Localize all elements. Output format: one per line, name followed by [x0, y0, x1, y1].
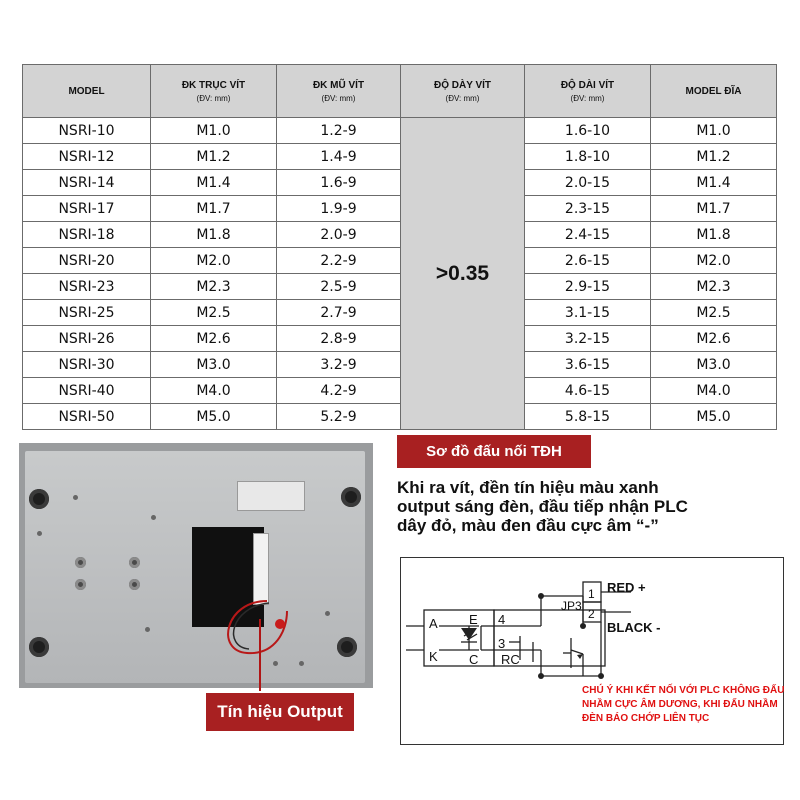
product-photo	[19, 443, 373, 688]
note-line: ĐÈN BÁO CHỚP LIÊN TỤC	[582, 713, 710, 724]
cell-shaft: M1.2	[151, 144, 277, 170]
wiring-description	[397, 478, 787, 535]
pin-1-label: 1	[588, 587, 595, 601]
cell-model: NSRI-30	[23, 352, 151, 378]
note-line: CHÚ Ý KHI KẾT NỐI VỚI PLC KHÔNG ĐẤU	[582, 685, 785, 696]
cell-head: 3.2-9	[277, 352, 401, 378]
cell-head: 2.0-9	[277, 222, 401, 248]
cell-head: 2.7-9	[277, 300, 401, 326]
red-wire-label: RED +	[607, 580, 646, 595]
table-row	[23, 144, 777, 170]
header-shaft-diameter: ĐK TRỤC VÍT (ĐV: mm)	[151, 65, 277, 118]
table-row	[23, 404, 777, 430]
cell-head: 2.5-9	[277, 274, 401, 300]
cell-length: 2.4-15	[525, 222, 651, 248]
cell-model: NSRI-12	[23, 144, 151, 170]
cell-shaft: M2.0	[151, 248, 277, 274]
cell-model: NSRI-20	[23, 248, 151, 274]
table-row	[23, 352, 777, 378]
header-model: MODEL	[23, 65, 151, 118]
device-base-plate	[25, 451, 365, 683]
cell-shaft: M2.6	[151, 326, 277, 352]
cell-model: NSRI-14	[23, 170, 151, 196]
wire-loop	[25, 451, 365, 683]
wiring-title: Sơ đồ đấu nối TĐH	[397, 435, 591, 468]
description-line: Khi ra vít, đền tín hiệu màu xanh	[397, 478, 659, 497]
cell-shaft: M1.0	[151, 118, 277, 144]
wiring-diagram	[400, 557, 784, 745]
cell-length: 2.3-15	[525, 196, 651, 222]
cell-disc: M3.0	[651, 352, 777, 378]
cell-length: 1.6-10	[525, 118, 651, 144]
cathode-label: K	[429, 649, 438, 664]
cell-model: NSRI-50	[23, 404, 151, 430]
emitter-label: E	[469, 612, 478, 627]
warning-note	[582, 684, 785, 726]
cell-head: 4.2-9	[277, 378, 401, 404]
table-row	[23, 274, 777, 300]
cell-shaft: M3.0	[151, 352, 277, 378]
header-length: ĐỘ DÀI VÍT (ĐV: mm)	[525, 65, 651, 118]
cell-head: 2.8-9	[277, 326, 401, 352]
cell-disc: M1.4	[651, 170, 777, 196]
cell-head: 5.2-9	[277, 404, 401, 430]
table-row	[23, 326, 777, 352]
cell-shaft: M2.3	[151, 274, 277, 300]
cell-model: NSRI-25	[23, 300, 151, 326]
cell-length: 1.8-10	[525, 144, 651, 170]
cell-head: 1.4-9	[277, 144, 401, 170]
note-line: NHẦM CỰC ÂM DƯƠNG, KHI ĐẤU NHẦM	[582, 699, 778, 710]
cell-length: 4.6-15	[525, 378, 651, 404]
cell-length: 3.1-15	[525, 300, 651, 326]
cell-length: 3.2-15	[525, 326, 651, 352]
pin-2-label: 2	[588, 607, 595, 621]
cell-model: NSRI-26	[23, 326, 151, 352]
cell-length: 2.6-15	[525, 248, 651, 274]
header-head-diameter: ĐK MŨ VÍT (ĐV: mm)	[277, 65, 401, 118]
pin-4-label: 4	[498, 612, 506, 627]
cell-disc: M1.2	[651, 144, 777, 170]
cell-disc: M5.0	[651, 404, 777, 430]
cell-disc: M2.5	[651, 300, 777, 326]
cell-disc: M2.0	[651, 248, 777, 274]
rc-label: RC	[501, 652, 520, 667]
cell-shaft: M1.4	[151, 170, 277, 196]
black-wire-label: BLACK -	[607, 620, 661, 635]
anode-label: A	[429, 616, 438, 631]
header-disc-model: MODEL ĐĨA	[651, 65, 777, 118]
cell-model: NSRI-40	[23, 378, 151, 404]
cell-disc: M2.3	[651, 274, 777, 300]
cell-length: 3.6-15	[525, 352, 651, 378]
cell-thickness: >0.35	[401, 118, 525, 430]
cell-length: 2.9-15	[525, 274, 651, 300]
cell-model: NSRI-23	[23, 274, 151, 300]
description-line: output sáng đèn, đầu tiếp nhận PLC	[397, 497, 688, 516]
cell-shaft: M2.5	[151, 300, 277, 326]
cell-shaft: M5.0	[151, 404, 277, 430]
header-thickness: ĐỘ DÀY VÍT (ĐV: mm)	[401, 65, 525, 118]
cell-disc: M4.0	[651, 378, 777, 404]
cell-disc: M1.7	[651, 196, 777, 222]
output-pointer-line	[259, 619, 261, 691]
cell-disc: M1.8	[651, 222, 777, 248]
cell-length: 5.8-15	[525, 404, 651, 430]
cell-disc: M1.0	[651, 118, 777, 144]
cell-model: NSRI-17	[23, 196, 151, 222]
table-row	[23, 248, 777, 274]
output-marker	[275, 619, 285, 629]
cell-head: 1.9-9	[277, 196, 401, 222]
table-row	[23, 170, 777, 196]
cell-disc: M2.6	[651, 326, 777, 352]
cell-length: 2.0-15	[525, 170, 651, 196]
table-row	[23, 378, 777, 404]
collector-label: C	[469, 652, 479, 667]
pin-3-label: 3	[498, 636, 506, 651]
output-signal-label: Tín hiệu Output	[206, 693, 354, 731]
cell-shaft: M1.8	[151, 222, 277, 248]
cell-head: 1.2-9	[277, 118, 401, 144]
table-row	[23, 300, 777, 326]
cell-head: 2.2-9	[277, 248, 401, 274]
table-row	[23, 222, 777, 248]
table-row	[23, 196, 777, 222]
description-line: dây đỏ, màu đen đầu cực âm “-”	[397, 516, 659, 535]
cell-model: NSRI-10	[23, 118, 151, 144]
table-row	[23, 118, 777, 144]
jp3-label: JP3	[561, 599, 582, 613]
table-header-row	[23, 65, 777, 118]
cell-model: NSRI-18	[23, 222, 151, 248]
spec-table	[22, 64, 777, 430]
cell-shaft: M4.0	[151, 378, 277, 404]
cell-head: 1.6-9	[277, 170, 401, 196]
cell-shaft: M1.7	[151, 196, 277, 222]
